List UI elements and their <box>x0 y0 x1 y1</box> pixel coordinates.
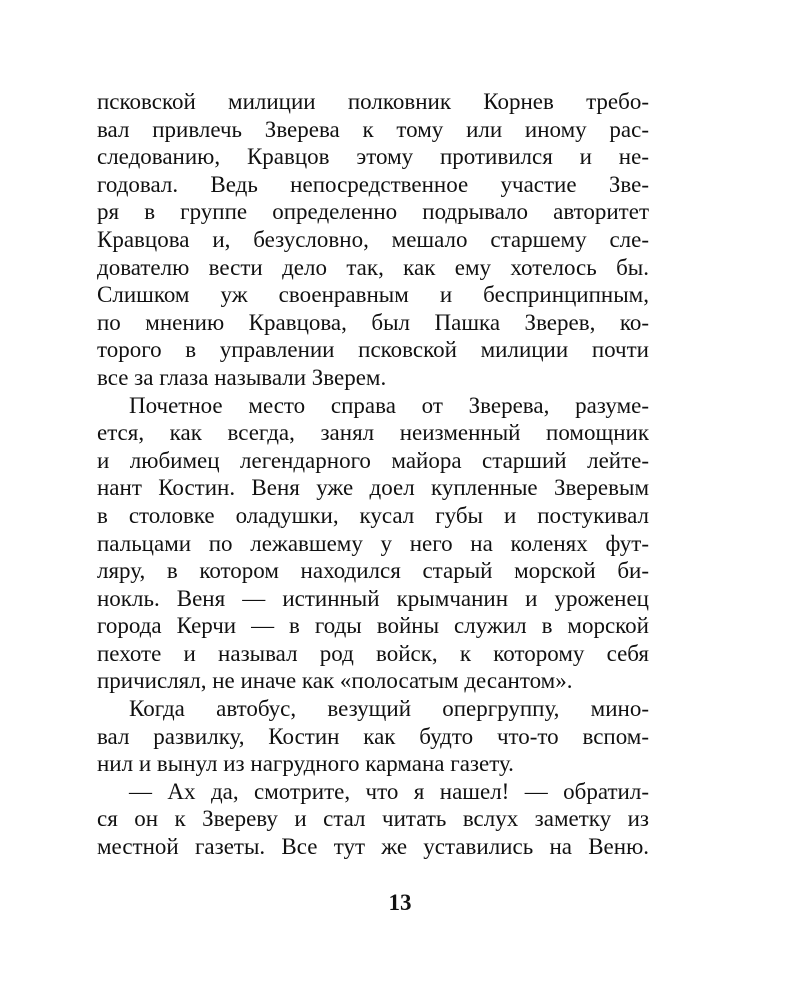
text-line: ется, как всегда, занял неизменный помощник <box>97 420 649 446</box>
paragraph-3 <box>97 695 649 778</box>
paragraph-1 <box>97 88 649 392</box>
text-line: Слишком уж своенравным и беспринципным, <box>97 282 649 308</box>
text-line: ря в группе определенно подрывало авторитет <box>97 199 649 225</box>
text-line: ляру, в котором находился старый морской би- <box>97 558 649 584</box>
text-line: торого в управлении псковской милиции почти <box>97 337 649 363</box>
text-line: по мнению Кравцова, был Пашка Зверев, ко- <box>97 309 649 335</box>
text-line: местной газеты. Все тут же уставились на Веню. <box>97 834 649 860</box>
page-number: 13 <box>388 890 412 915</box>
text-line: вал развилку, Костин как будто что-то вспом- <box>97 723 649 749</box>
text-line: Почетное место справа от Зверева, разуме- <box>129 392 649 418</box>
text-line: причислял, не иначе как «полосатым десантом». <box>97 668 573 694</box>
text-line: пальцами по лежавшему у него на коленях фут- <box>97 530 649 556</box>
paragraph-4 <box>97 778 649 861</box>
paragraph-2 <box>97 392 649 696</box>
text-line: города Керчи — в годы войны служил в морской <box>97 613 649 639</box>
text-line: псковской милиции полковник Корнев требо- <box>97 89 649 114</box>
text-line: ся он к Звереву и стал читать вслух заметку из <box>97 806 649 832</box>
text-line: следованию, Кравцов этому противился и не- <box>97 144 649 170</box>
text-line: все за глаза называли Зверем. <box>97 364 387 390</box>
text-line: годовал. Ведь непосредственное участие Зве- <box>97 171 649 197</box>
text-line: нил и вынул из нагрудного кармана газету. <box>97 751 514 777</box>
text-line: в столовке оладушки, кусал губы и постукивал <box>97 502 649 528</box>
text-line: дователю вести дело так, как ему хотелось бы. <box>97 254 649 280</box>
text-line: Кравцова и, безусловно, мешало старшему сле- <box>97 226 649 252</box>
text-line: пехоте и называл род войск, к которому себя <box>97 640 649 666</box>
text-line: вал привлечь Зверева к тому или иному рас- <box>97 116 649 142</box>
text-line: нант Костин. Веня уже доел купленные Зверевым <box>97 475 649 501</box>
text-line: и любимец легендарного майора старший лейте- <box>97 447 649 473</box>
text-line: Когда автобус, везущий опергруппу, мино- <box>129 696 649 722</box>
body-text <box>97 88 649 861</box>
text-line: нокль. Веня — истинный крымчанин и уроженец <box>97 585 649 611</box>
text-line: — Ах да, смотрите, что я нашел! — обратил- <box>129 778 649 804</box>
